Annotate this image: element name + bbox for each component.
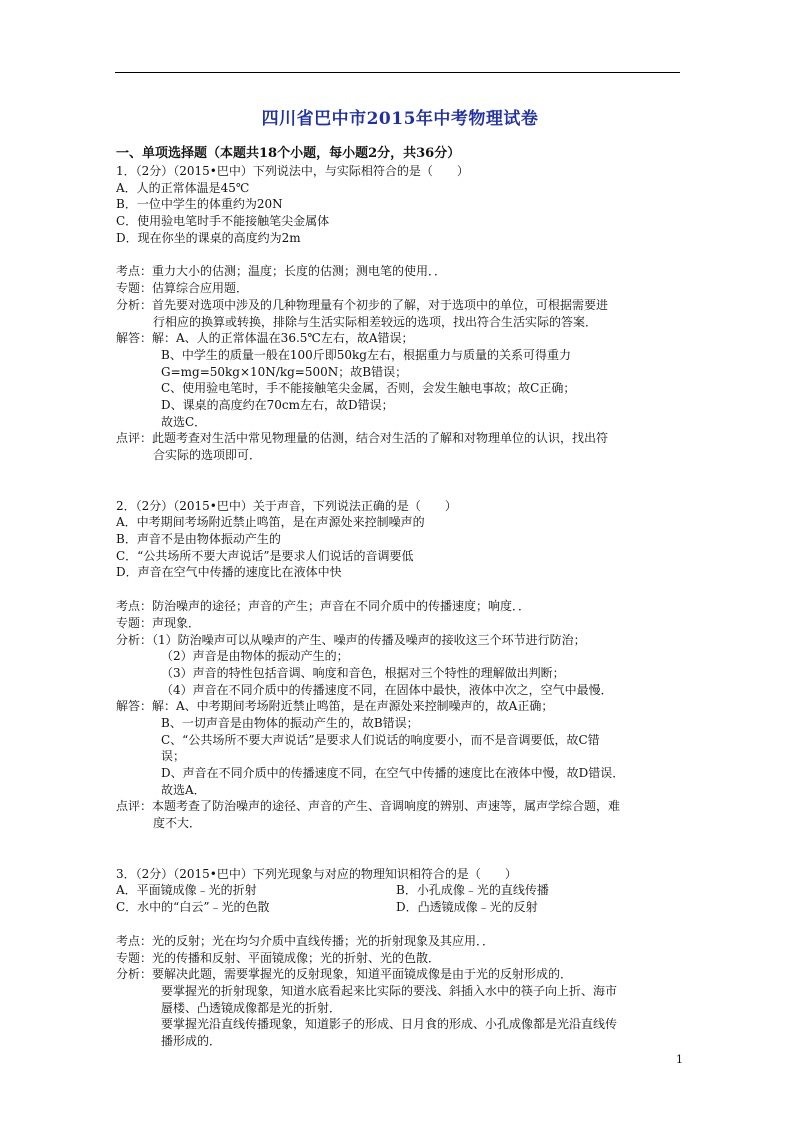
q3-option-b: B．小孔成像﹣光的直线传播 <box>396 883 549 898</box>
q2-jieda-line: 误； <box>161 749 186 764</box>
q1-jieda-line: B、中学生的质量一般在100斤即50kg左右，根据重力与质量的关系可得重力 <box>161 347 571 362</box>
q1-fenxi-cont: 行相应的换算或转换，排除与生活实际相差较远的选项，找出符合生活实际的答案． <box>153 314 598 329</box>
q2-jieda-line: 故选A． <box>161 782 206 797</box>
q2-option-d: D．声音在空气中传播的速度比在液体中快 <box>116 565 342 580</box>
q1-option-d: D．现在你坐的课桌的高度约为2m <box>116 230 301 245</box>
q1-jieda-line: G=mg=50kg×10N/kg=500N；故B错误； <box>161 364 408 379</box>
q3-zhuanti: 专题：光的传播和反射、平面镜成像；光的折射、光的色散． <box>116 950 441 965</box>
q3-kaodian: 考点：光的反射；光在均匀介质中直线传播；光的折射现象及其应用．． <box>116 933 495 948</box>
q2-jieda-line: B、一切声音是由物体的振动产生的，故B错误； <box>161 715 419 730</box>
q2-dianping-cont: 度不大． <box>153 816 202 831</box>
q3-option-d: D．凸透镜成像﹣光的反射 <box>396 900 538 915</box>
section-heading: 一、单项选择题（本题共18个小题，每小题2分，共36分） <box>116 146 461 161</box>
q2-kaodian: 考点：防治噪声的途径；声音的产生；声音在不同介质中的传播速度；响度．． <box>116 599 531 614</box>
q1-dianping-cont: 合实际的选项即可． <box>153 448 262 462</box>
q1-jieda-line: 故选C． <box>161 414 207 429</box>
q2-fenxi-line: （4）声音在不同介质中的传播速度不同，在固体中最快，液体中次之，空气中最慢． <box>161 682 613 697</box>
page-title: 四川省巴中市2015年中考物理试卷 <box>261 109 539 129</box>
page-number: 1 <box>676 1053 683 1066</box>
q3-fenxi: 分析：要解决此题，需要掌握光的反射现象，知道平面镜成像是由于光的反射形成的． <box>116 967 573 982</box>
q1-zhuanti: 专题：估算综合应用题． <box>116 281 249 296</box>
q3-fenxi-line: 要掌握光的折射现象，知道水底看起来比实际的要浅、斜插入水中的筷子向上折、海市 <box>161 983 618 998</box>
q2-stem: 2．（2分）（2015•巴中）关于声音，下列说法正确的是（ ） <box>116 498 457 513</box>
q3-options-row-1 <box>116 882 686 899</box>
q1-option-a: A．人的正常体温是45℃ <box>116 180 250 195</box>
q2-dianping: 点评：本题考查了防治噪声的途径、声音的产生、音调响度的辨别、声速等，属声学综合题，难 <box>116 799 621 814</box>
q2-fenxi-line: （2）声音是由物体的振动产生的； <box>161 649 349 664</box>
q2-option-c: C．“公共场所不要大声说话”是要求人们说话的音调要低 <box>116 548 414 563</box>
q3-options-row-2 <box>116 899 686 916</box>
document-body <box>116 163 686 1050</box>
q3-fenxi-line: 播形成的． <box>161 1033 222 1048</box>
q2-option-a: A．中考期间考场附近禁止鸣笛，是在声源处来控制噪声的 <box>116 515 425 530</box>
header-rule <box>115 72 680 73</box>
q1-kaodian: 考点：重力大小的估测；温度；长度的估测；测电笔的使用．． <box>116 264 447 279</box>
q3-option-a: A．平面镜成像﹣光的折射 <box>116 883 257 898</box>
q2-fenxi: 分析：（1）防治噪声可以从噪声的产生、噪声的传播及噪声的接收这三个环节进行防治； <box>116 632 586 647</box>
q2-jieda-line: C、“公共场所不要大声说话”是要求人们说话的响度要小，而不是音调要低，故C错 <box>161 732 600 747</box>
q1-fenxi: 分析：首先要对选项中涉及的几种物理量有个初步的了解，对于选项中的单位，可根据需要进 <box>116 297 609 312</box>
q1-option-b: B．一位中学生的体重约为20N <box>116 197 283 212</box>
q2-fenxi-line: （3）声音的特性包括音调、响度和音色，根据对三个特性的理解做出判断； <box>161 665 565 680</box>
q3-fenxi-line: 蜃楼、凸透镜成像都是光的折射． <box>161 1000 342 1015</box>
q3-stem: 3．（2分）（2015•巴中）下列光现象与对应的物理知识相符合的是（ ） <box>116 866 517 881</box>
q3-fenxi-line: 要掌握光沿直线传播现象，知道影子的形成、日月食的形成、小孔成像都是光沿直线传 <box>161 1017 618 1032</box>
q2-zhuanti: 专题：声现象． <box>116 615 201 630</box>
q1-dianping: 点评：此题考查对生活中常见物理量的估测，结合对生活的了解和对物理单位的认识，找出符 <box>116 431 609 446</box>
q1-jieda: 解答：解：A、人的正常体温在36.5℃左右，故A错误； <box>116 331 414 346</box>
q2-jieda-line: D、声音在不同介质中的传播速度不同，在空气中传播的速度比在液体中慢，故D错误． <box>161 766 625 780</box>
q1-option-c: C．使用验电笔时手不能接触笔尖金属体 <box>116 214 330 229</box>
q1-jieda-line: D、课桌的高度约在70cm左右，故D错误； <box>161 397 394 412</box>
q1-stem: 1．（2分）（2015•巴中）下列说法中，与实际相符合的是（ ） <box>116 164 469 178</box>
q3-option-c: C．水中的“白云”﹣光的色散 <box>116 900 270 915</box>
q1-jieda-line: C、使用验电笔时，手不能接触笔尖金属，否则，会发生触电事故；故C正确； <box>161 381 576 396</box>
q2-option-b: B．声音不是由物体振动产生的 <box>116 532 281 547</box>
q2-jieda: 解答：解：A、中考期间考场附近禁止鸣笛，是在声源处来控制噪声的，故A正确； <box>116 699 554 714</box>
